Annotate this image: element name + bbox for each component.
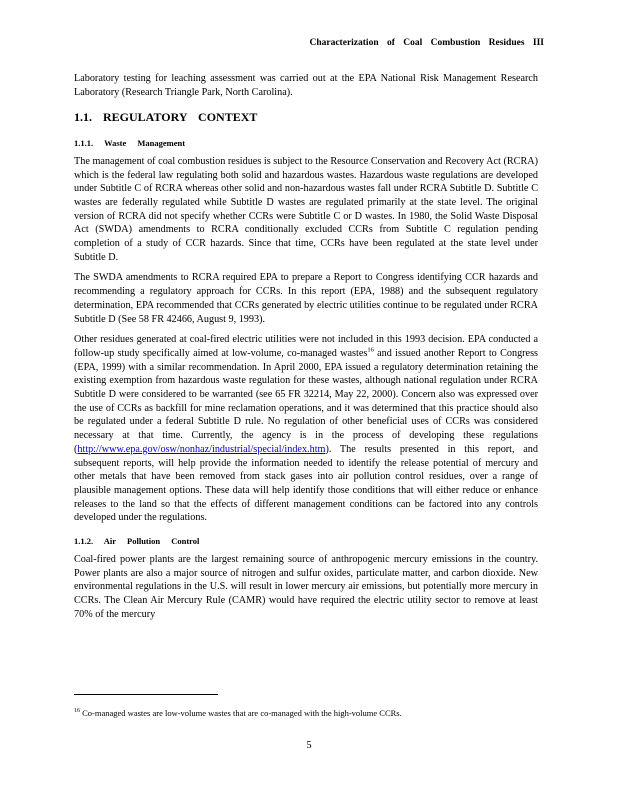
air-pollution-paragraph-1: Coal-fired power plants are the largest remaining source of anthropogenic mercury emissions in the country. Power plants are also a major source of nitrogen and sulfur oxides, particulate matter, and carbon dioxide. New environmental regulations in the U.S. will result in lower mercury air emissions, but potentially more mercury in CCRs. The Clean Air Mercury Rule (CAMR) would have required the electric utility sector to remove at least 70% of the mercury xyxy=(74,553,538,620)
running-header: Characterization of Coal Combustion Residues III xyxy=(309,38,544,48)
body-content xyxy=(74,72,538,628)
subsection-heading-air-pollution-control: 1.1.2. Air Pollution Control xyxy=(74,536,200,547)
waste-management-paragraph-3 xyxy=(74,333,538,525)
epa-regulations-link[interactable]: http://www.epa.gov/osw/nonhaz/industrial/special/index.htm xyxy=(77,443,326,455)
intro-paragraph: Laboratory testing for leaching assessment was carried out at the EPA National Risk Management Research Laboratory (Research Triangle Park, North Carolina). xyxy=(74,73,538,98)
waste-management-paragraph-2: The SWDA amendments to RCRA required EPA to prepare a Report to Congress identifying CCR hazards and recommending a regulatory approach for CCRs. In this report (EPA, 1988) and the subsequent regulatory determination, EPA recommended that CCRs generated by electric utilities continue to be regulated under RCRA Subtitle D (See 58 FR 42466, August 9, 1993). xyxy=(74,272,538,325)
footnote-number: 16 xyxy=(74,708,80,715)
paragraph-3-text-part-2: and issued another Report to Congress (EPA, 1999) with a similar recommendation. In April 2000, EPA issued a regulatory determination retaining the existing exemption from hazardous waste regulation for these wastes, although national regulation under RCRA Subtitle D were considered to be warranted (see 65 FR 32214, May 22, 2000). Concern also was expressed over the use of CCRs as backfill for mine reclamation operations, and it was determined that this practice should also be regulated under a federal Subtitle D rule. No regulation of other beneficial uses of CCRs was considered necessary at that time. Currently, the agency is in the process of developing these regulations ( xyxy=(74,347,539,455)
footnote-16 xyxy=(74,708,402,718)
paragraph-3-text-part-1: Other residues generated at coal-fired electric utilities were not included in this 1993 decision. EPA conducted a follow-up study specifically aimed at low-volume, co-managed wastes xyxy=(74,334,538,359)
section-heading-regulatory-context: 1.1. REGULATORY CONTEXT xyxy=(74,110,258,125)
waste-management-paragraph-1: The management of coal combustion residues is subject to the Resource Conservation and Recovery Act (RCRA) which is the federal law regulating both solid and hazardous wastes. Hazardous waste regulations are developed under Subtitle C of RCRA whereas other solid and non-hazardous wastes fall under RCRA Subtitle D. Subtitle C wastes are federally regulated while Subtitle D wastes are regulated primarily at the state level. The original version of RCRA did not specify whether CCRs were Subtitle C or D wastes. In 1980, the Solid Waste Disposal Act (SWDA) amendments to RCRA conditionally excluded CCRs from Subtitle C regulation pending completion of a study of CCR hazards. Since that time, CCRs have been regulated at the state level under Subtitle D. xyxy=(74,155,538,263)
footnote-text: Co-managed wastes are low-volume wastes that are co-managed with the high-volume CCRs. xyxy=(82,708,402,718)
footnote-ref-16[interactable]: 16 xyxy=(367,346,374,354)
subsection-heading-waste-management: 1.1.1. Waste Management xyxy=(74,138,186,149)
footnote-divider xyxy=(74,694,218,695)
paragraph-3-text-part-3: ). The results presented in this report, and subsequent reports, will help provide the information needed to identify the release potential of mercury and other metals that have been removed from stack gases into air pollution control residues, over a range of plausible management options. These data will help identify those conditions that will either reduce or enhance releases to the land so that the effects of different management conditions can be factored into any controls developed under the regulations. xyxy=(74,443,538,524)
page-number: 5 xyxy=(306,740,312,751)
